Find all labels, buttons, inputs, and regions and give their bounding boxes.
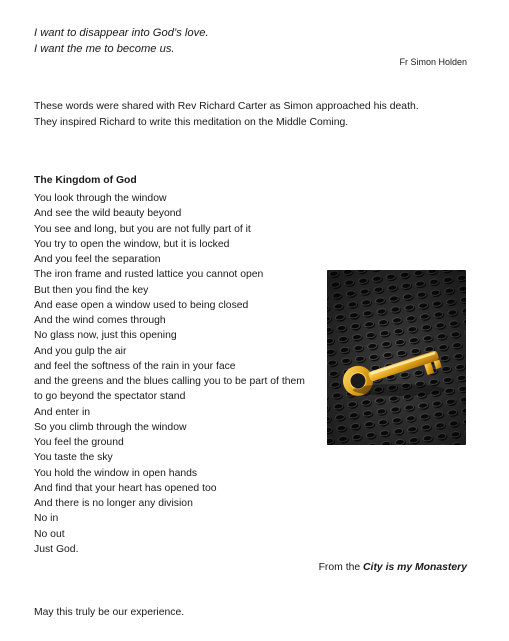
intro-line-2: They inspired Richard to write this meditation on the Middle Coming. bbox=[34, 116, 349, 128]
poem-line: But then you find the key bbox=[34, 284, 149, 296]
poem-line: And the wind comes through bbox=[34, 315, 166, 326]
poem-line: No glass now, just this opening bbox=[34, 330, 177, 342]
poem-line: And you feel the separation bbox=[34, 254, 161, 265]
poem-line: You taste the sky bbox=[34, 452, 113, 464]
poem-line: And you gulp the air bbox=[34, 345, 127, 357]
quote-line-1: I want to disappear into God’s love. bbox=[34, 27, 209, 39]
closing-line: May this truly be our experience. bbox=[34, 607, 185, 618]
poem-line: And there is no longer any division bbox=[34, 498, 193, 509]
poem-line: Just God. bbox=[34, 543, 79, 555]
poem-line: and feel the softness of the rain in your face bbox=[34, 360, 236, 372]
poem-line: You look through the window bbox=[34, 193, 167, 204]
poem-line: You try to open the window, but it is locked bbox=[34, 238, 230, 250]
poem-line: You feel the ground bbox=[34, 437, 124, 448]
poem-line: No in bbox=[34, 513, 59, 525]
poem-line: No out bbox=[34, 528, 65, 540]
poem-line: You see and long, but you are not fully part of it bbox=[34, 223, 251, 235]
poem-title: The Kingdom of God bbox=[34, 175, 137, 186]
poem-line: The iron frame and rusted lattice you cannot open bbox=[34, 269, 264, 281]
book-title: City is my Monastery bbox=[363, 562, 467, 573]
golden-key-icon bbox=[327, 270, 466, 445]
opening-quote bbox=[34, 25, 209, 57]
quote-line-2: I want the me to become us. bbox=[34, 43, 175, 55]
intro-paragraph bbox=[34, 99, 419, 130]
poem-line: And enter in bbox=[34, 406, 91, 418]
poem-line: to go beyond the spectator stand bbox=[34, 391, 186, 403]
poem-line: and the greens and the blues calling you to be part of them bbox=[34, 376, 305, 387]
key-on-grate-photo bbox=[327, 270, 466, 445]
poem-line: So you climb through the window bbox=[34, 421, 187, 433]
poem-line: You hold the window in open hands bbox=[34, 467, 198, 479]
poem-line: And find that your heart has opened too bbox=[34, 482, 217, 494]
poem-line: And see the wild beauty beyond bbox=[34, 208, 182, 220]
intro-line-1: These words were shared with Rev Richard Carter as Simon approached his death. bbox=[34, 101, 419, 112]
poem-body bbox=[34, 191, 305, 557]
poem-line: And ease open a window used to being closed bbox=[34, 299, 249, 311]
quote-attribution: Fr Simon Holden bbox=[399, 57, 467, 67]
source-citation bbox=[319, 562, 467, 573]
source-prefix: From the bbox=[318, 562, 364, 573]
